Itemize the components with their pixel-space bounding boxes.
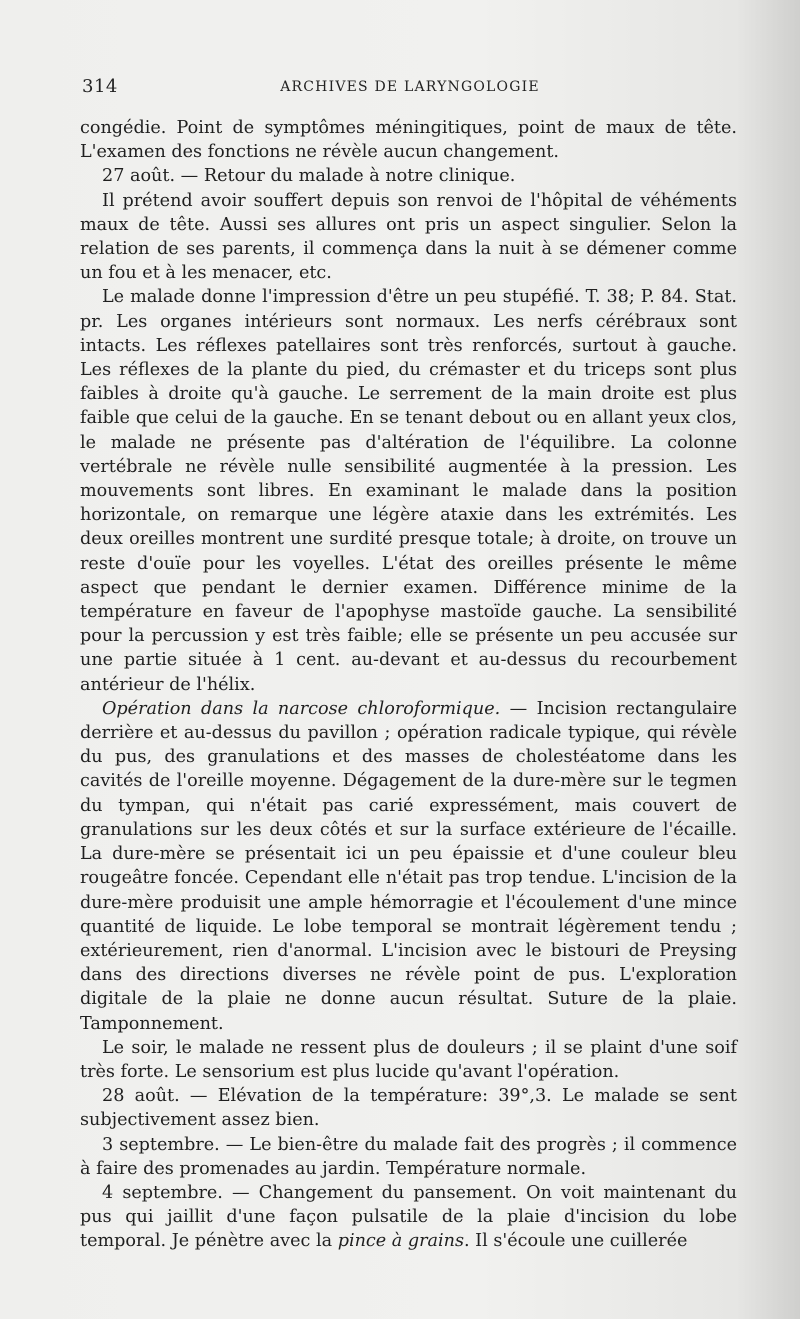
paragraph-3-text: Il prétend avoir souffert depuis son renvoi de l'hôpital de véhéments maux de tête. Aussi ses allures ont pris un aspect singulier. Selon la relation de ses parents, il commença dans la nuit à se démener comme un fou et à les menacer, etc. [80, 190, 737, 284]
pince-a-grains-term: pince à grains [337, 1231, 464, 1252]
paragraph-9 [80, 1181, 737, 1254]
body-text [80, 116, 737, 1254]
paragraph-5-text: — Incision rectangulaire derrière et au-dessus du pavillon ; opération radicale typique, qui révèle du pus, des granulations et des masses de cholestéatome dans les cavités de l'oreille moyenne. Dégagement de la dure-mère sur le tegmen du tympan, qui n'était pas carié expressément, mais couvert de granulations sur les deux côtés et sur la surface extérieure de l'écaille. La dure-mère se présentait ici un peu épaissie et d'une couleur bleu rougeâtre foncée. Cependant elle n'était pas trop tendue. L'incision de la dure-mère produisit une ample hémorragie et l'écoulement d'une mince quantité de liquide. Le lobe temporal se montrait légèrement tendu ; extérieurement, rien d'anormal. L'incision avec le bistouri de Preysing dans des directions diverses ne révèle point de pus. L'exploration digitale de la plaie ne donne aucun résultat. Suture de la plaie. Tamponnement. [80, 698, 737, 1034]
paragraph-7 [80, 1084, 737, 1132]
running-title: ARCHIVES DE LARYNGOLOGIE [280, 79, 540, 95]
paragraph-9-text-after: . Il s'écoule une cuillerée [464, 1231, 688, 1252]
paragraph-3 [80, 189, 737, 286]
page-header [80, 76, 740, 100]
paragraph-4 [80, 285, 737, 696]
paragraph-2-text: 27 août. — Retour du malade à notre clinique. [102, 166, 516, 187]
paragraph-6-text: Le soir, le malade ne ressent plus de douleurs ; il se plaint d'une soif très forte. Le sensorium est plus lucide qu'avant l'opération. [80, 1037, 737, 1082]
paragraph-4-text: Le malade donne l'impression d'être un peu stupéfié. T. 38; P. 84. Stat. pr. Les organes intérieurs sont normaux. Les nerfs cérébraux sont intacts. Les réflexes patellaires sont très renforcés, surtout à gauche. Les réflexes de la plante du pied, du crémaster et du triceps sont plus faibles à droite qu'à gauche. Le serrement de la main droite est plus faible que celui de la gauche. En se tenant debout ou en allant yeux clos, le malade ne présente pas d'altération de l'équilibre. La colonne vertébrale ne révèle nulle sensibilité augmentée à la pression. Les mouvements sont libres. En examinant le malade dans la position horizontale, on remarque une légère ataxie dans les extrémités. Les deux oreilles montrent une surdité presque totale; à droite, on trouve un reste d'ouïe pour les voyelles. L'état des oreilles présente le même aspect que pendant le dernier examen. Différence minime de la température en faveur de l'apophyse mastoïde gauche. La sensibilité pour la percussion y est très faible; elle se présente un peu accusée sur une partie située à 1 cent. au-devant et au-dessus du recourbement antérieur de l'hélix. [80, 287, 737, 695]
paragraph-6 [80, 1036, 737, 1084]
paragraph-9-text: 4 septembre. — Changement du pansement. On voit maintenant du pus qui jaillit d'une façon pulsatile de la plaie d'incision du lobe temporal. Je pénètre avec la [80, 1182, 737, 1252]
paragraph-2 [80, 164, 737, 188]
operation-heading: Opération dans la narcose chloroformique. [102, 698, 501, 719]
paragraph-5 [80, 697, 737, 1036]
paragraph-8-text: 3 septembre. — Le bien-être du malade fait des progrès ; il commence à faire des promenades au jardin. Température normale. [80, 1134, 737, 1179]
paragraph-1-text: congédie. Point de symptômes méningitiques, point de maux de tête. L'examen des fonctions ne révèle aucun changement. [80, 118, 737, 163]
paragraph-7-text: 28 août. — Elévation de la température: 39°,3. Le malade se sent subjectivement assez bien. [80, 1086, 737, 1131]
page-number: 314 [82, 76, 118, 97]
paragraph-8 [80, 1133, 737, 1181]
paragraph-1 [80, 116, 737, 164]
